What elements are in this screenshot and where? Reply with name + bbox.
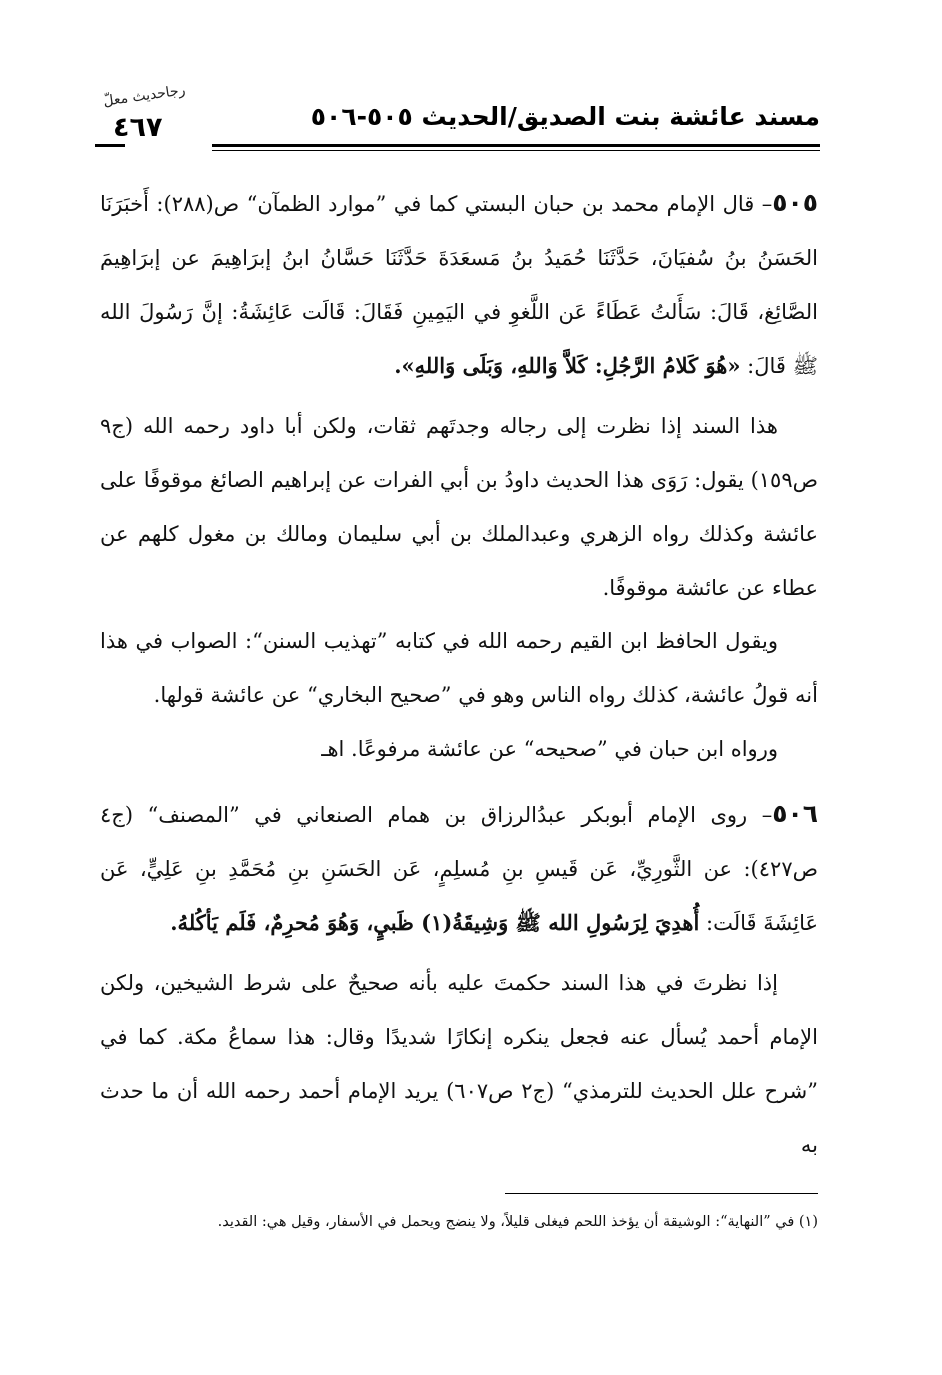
hadith-506: [100, 787, 818, 951]
footnote: (١) في ”النهاية“: الوشيقة أن يؤخذ اللحم فيغلى قليلاً، ولا ينضج ويحمل في الأسفار، وقيل هي: القديد.: [217, 1214, 818, 1230]
hadith-matn: أُهدِيَ لِرَسُولِ الله ﷺ وَشِيقَةُ(١) ظَبيٍ، وَهُوَ مُحرِمٌ، فَلَم يَأكُلهُ.: [170, 910, 700, 936]
hadith-isnad: – روى الإمام أبوبكر عبدُالرزاق بن همام الصنعاني في ”المصنف“ (ج٤ ص٤٢٧): عن الثَّورِيِّ، عَن قَيسِ بنِ مُسلِمٍ، عَن الحَسَنِ بنِ مُحَمَّدِ بنِ عَلِيٍّ، عَن عَائِشَةَ قَالَت:: [100, 802, 818, 936]
handwritten-margin-note: رجاحديث معلّ: [102, 82, 187, 110]
hadith-number: ٥٠٦: [772, 798, 818, 828]
page-header: [95, 82, 820, 154]
commentary-paragraph: ويقول الحافظ ابن القيم رحمه الله في كتابه ”تهذيب السنن“: الصواب في هذا أنه قولُ عائشة، كذلك رواه الناس وهو في ”صحيح البخاري“ عن عائشة قولها.: [100, 629, 818, 708]
hadith-505: [100, 176, 818, 394]
commentary-paragraph: هذا السند إذا نظرت إلى رجاله وجدتَهم ثقات، ولكن أبا داود رحمه الله (ج٩ ص١٥٩) يقول: رَوَى هذا الحديث داودُ بن أبي الفرات عن إبراهيم الصائغ موقوفًا على عائشة وكذلك رواه الزهري وعبدالملك بن أبي سليمان ومالك بن مغول كلهم عن عطاء عن عائشة موقوفًا.: [100, 414, 818, 600]
main-text: [100, 176, 818, 1172]
commentary-paragraph: إذا نظرتَ في هذا السند حكمتَ عليه بأنه صحيحٌ على شرط الشيخين، ولكن الإمام أحمد يُسأل عنه فجعل ينكره إنكارًا شديدًا وقال: هذا سماعُ مكة. كما في ”شرح علل الحديث للترمذي“ (ج٢ ص٦٠٧) يريد الإمام أحمد رحمه الله أن ما حدث به: [100, 971, 818, 1157]
header-rule-thin: [212, 150, 820, 151]
commentary-paragraph: ورواه ابن حبان في ”صحيحه“ عن عائشة مرفوعًا. اهـ: [321, 736, 778, 761]
footnote-separator: [505, 1193, 818, 1194]
page-number: ٤٦٧: [113, 112, 163, 143]
running-title: مسند عائشة بنت الصديق/الحديث ٥٠٥-٥٠٦: [310, 102, 820, 131]
hadith-matn: «هُوَ كَلامُ الرَّجُلِ: كَلاَّ وَاللهِ، وَبَلَى وَاللهِ».: [394, 353, 741, 379]
page-number-underline: [95, 144, 125, 147]
hadith-number: ٥٠٥: [772, 188, 818, 217]
hadith-isnad: – قال الإمام محمد بن حبان البستي كما في ”موارد الظمآن“ ص(٢٨٨): أَخبَرَنَا الحَسَنُ بنُ سُفيَانَ، حَدَّثَنَا حُمَيدُ بنُ مَسعَدَةَ حَدَّثَنَا حَسَّانُ ابنُ إبرَاهِيمَ عن إبرَاهِيمَ الصَّائِغ، قَالَ: سَأَلتُ عَطَاءً عَن اللَّغوِ في اليَمِينِ فَقَالَ: قَالَت عَائِشَةُ: إنَّ رَسُولَ الله ﷺ قَالَ:: [100, 192, 818, 379]
header-rule: [212, 144, 820, 147]
